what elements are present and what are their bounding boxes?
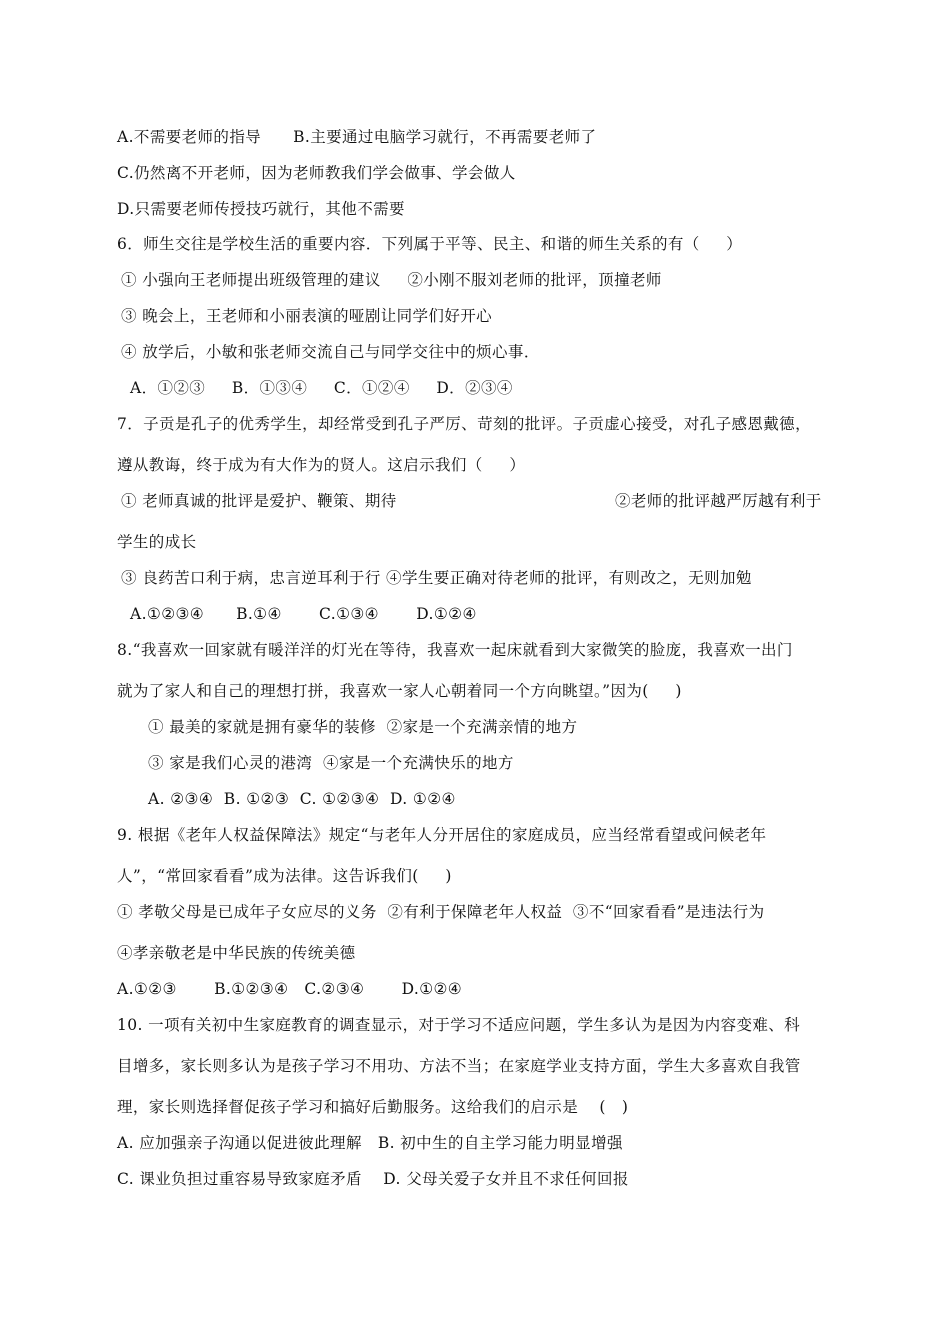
q7-item-2-cont: 学生的成长 [117,533,197,551]
q8-options: A. ②③④ B. ①②③ C. ①②③④ D. ①②④ [148,790,456,808]
q9-stem-line2: 人”，“常回家看看”成为法律。这告诉我们( ) [117,867,452,885]
q10-stem-line1: 10. 一项有关初中生家庭教育的调查显示，对于学习不适应问题，学生多认为是因为内容变难、科 [117,1016,801,1034]
q9-item-1-3: ① 孝敬父母是已成年子女应尽的义务 ②有利于保障老年人权益 ③不“回家看看”是违法行为 [117,903,765,921]
q8-item-3-4: ③ 家是我们心灵的港湾 ④家是一个充满快乐的地方 [148,754,514,772]
q5-option-c: C.仍然离不开老师，因为老师教我们学会做事、学会做人 [117,164,516,182]
q6-item-4: ④ 放学后，小敏和张老师交流自己与同学交往中的烦心事． [121,343,540,361]
q7-item-2: ②老师的批评越严厉越有利于 [615,492,822,510]
q9-item-4: ④孝亲敬老是中华民族的传统美德 [117,944,356,962]
q7-item-3-4: ③ 良药苦口利于病，忠言逆耳利于行 ④学生要正确对待老师的批评，有则改之，无则加勉 [121,569,752,587]
q8-stem-line2: 就为了家人和自己的理想打拼，我喜欢一家人心朝着同一个方向眺望。”因为( ) [117,682,682,700]
q5-options-ab: A.不需要老师的指导 B.主要通过电脑学习就行，不再需要老师了 [117,128,597,146]
q9-options: A.①②③ B.①②③④ C.②③④ D.①②④ [117,980,463,998]
q5-option-d: D.只需要老师传授技巧就行，其他不需要 [117,200,405,218]
q6-item-1-2: ① 小强向王老师提出班级管理的建议 ②小刚不服刘老师的批评，顶撞老师 [121,271,662,289]
q7-stem-line2: 遵从教诲，终于成为有大作为的贤人。这启示我们（ ） [117,456,526,474]
q10-stem-line3: 理，家长则选择督促孩子学习和搞好后勤服务。这给我们的启示是 ( ) [117,1098,629,1116]
q7-item-1: ① 老师真诚的批评是爱护、鞭策、期待 [121,492,397,510]
q10-options-ab: A. 应加强亲子沟通以促进彼此理解 B. 初中生的自主学习能力明显增强 [117,1134,623,1152]
q6-stem: 6．师生交往是学校生活的重要内容．下列属于平等、民主、和谐的师生关系的有（ ） [117,235,743,253]
q7-options: A.①②③④ B.①④ C.①③④ D.①②④ [130,605,477,623]
q6-item-3: ③ 晚会上，王老师和小丽表演的哑剧让同学们好开心 [121,307,493,325]
q10-stem-line2: 目增多，家长则多认为是孩子学习不用功、方法不当；在家庭学业支持方面，学生大多喜欢自我管 [117,1057,801,1075]
q6-options: A．①②③ B．①③④ C．①②④ D．②③④ [130,379,513,397]
q10-options-cd: C. 课业负担过重容易导致家庭矛盾 D. 父母关爱子女并且不求任何回报 [117,1170,629,1188]
q8-item-1-2: ① 最美的家就是拥有豪华的装修 ②家是一个充满亲情的地方 [148,718,578,736]
q7-stem-line1: 7．子贡是孔子的优秀学生，却经常受到孔子严厉、苛刻的批评。子贡虚心接受，对孔子感恩戴德， [117,415,811,433]
q8-stem-line1: 8.“我喜欢一回家就有暖洋洋的灯光在等待，我喜欢一起床就看到大家微笑的脸庞，我喜欢一出门 [117,641,793,659]
q9-stem-line1: 9. 根据《老年人权益保障法》规定“与老年人分开居住的家庭成员，应当经常看望或问候老年 [117,826,767,844]
